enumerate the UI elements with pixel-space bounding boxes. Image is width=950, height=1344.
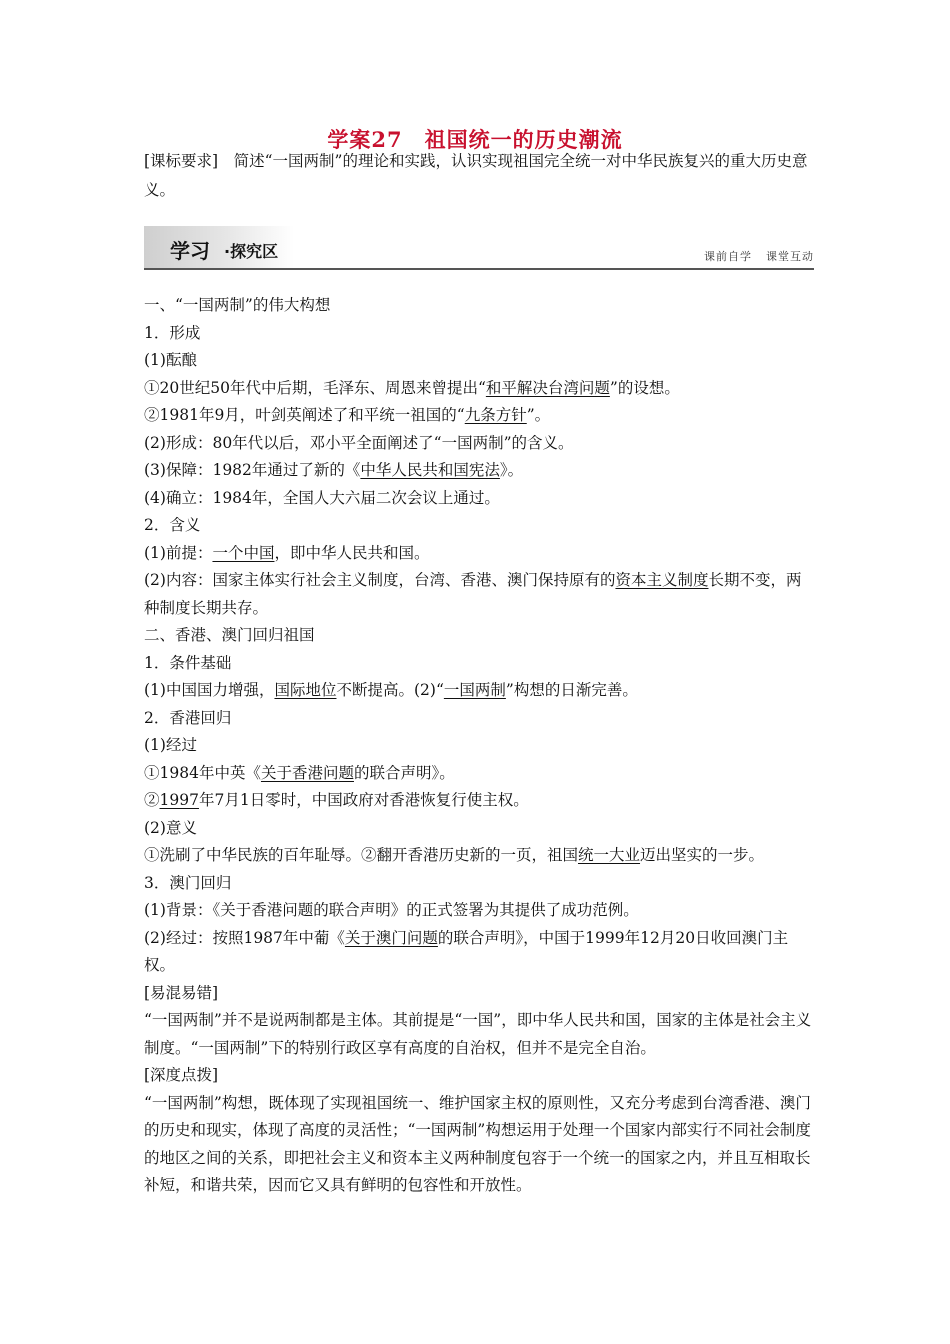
line-9: (1)经过 [144, 736, 197, 754]
requirement-text: 简述“一国两制”的理论和实践，认识实现祖国完全统一对中华民族复兴的重大历史意义。 [144, 152, 808, 199]
line-2: ②1981年9月，叶剑英阐述了和平统一祖国的“九条方针”。 [144, 406, 551, 424]
line-6: (1)前提：一个中国，即中华人民共和国。 [144, 543, 430, 562]
line-15: (2)经过：按照1987年中葡《关于澳门问题的联合声明》，中国于1999年12月20日收回澳门主权。 [144, 928, 789, 974]
underlined-term: 中华人民共和国宪法 [360, 461, 500, 479]
subheading-macau: 3．澳门回归 [144, 873, 232, 892]
content-body [144, 292, 814, 1200]
requirement-label: [课标要求] [144, 152, 219, 170]
line-4: (3)保障：1982年通过了新的《中华人民共和国宪法》。 [144, 461, 524, 479]
curriculum-requirement [144, 147, 814, 205]
banner-divider [144, 268, 814, 270]
note-heading-depth: [深度点拨] [144, 1066, 219, 1084]
line-3: (2)形成：80年代以后，邓小平全面阐述了“一国两制”的含义。 [144, 433, 574, 452]
underlined-term: 关于香港问题 [260, 763, 354, 782]
line-12: (2)意义 [144, 818, 197, 837]
underlined-term: 1997 [159, 791, 199, 809]
line-8: (1)中国国力增强，国际地位不断提高。(2)“一国两制”构想的日渐完善。 [144, 681, 638, 699]
note-heading-confusion: [易混易错] [144, 983, 219, 1002]
section-heading-2: 二、香港、澳门回归祖国 [144, 626, 315, 644]
line-5: (4)确立：1984年，全国人大六届二次会议上通过。 [144, 488, 500, 507]
banner-right-label-1: 课前自学 [704, 250, 752, 263]
banner-right-labels [690, 248, 814, 264]
underlined-term: 资本主义制度 [615, 571, 709, 589]
underlined-term: 一个中国 [212, 543, 275, 562]
line-14: (1)背景：《关于香港问题的联合声明》的正式签署为其提供了成功范例。 [144, 901, 639, 919]
line-10: ①1984年中英《关于香港问题的联合声明》。 [144, 763, 455, 782]
underlined-term: 和平解决台湾问题 [485, 378, 610, 397]
note-paragraph-confusion: “一国两制”并不是说两制都是主体。其前提是“一国”，即中华人民共和国，国家的主体是社会主义制度。“一国两制”下的特别行政区享有高度的自治权，但并不是完全自治。 [144, 1011, 812, 1057]
subheading-conditions: 1．条件基础 [144, 653, 232, 672]
line-7: (2)内容：国家主体实行社会主义制度，台湾、香港、澳门保持原有的资本主义制度长期不变，两种制度长期共存。 [144, 571, 802, 617]
item-brewing: (1)酝酿 [144, 351, 197, 369]
underlined-term: 关于澳门问题 [344, 928, 438, 947]
line-11: ②1997年7月1日零时，中国政府对香港恢复行使主权。 [144, 791, 529, 809]
section-heading-1: 一、“一国两制”的伟大构想 [144, 296, 331, 314]
subheading-hongkong: 2．香港回归 [144, 708, 232, 727]
section-banner [144, 226, 814, 270]
banner-right-label-2: 课堂互动 [766, 250, 814, 263]
note-paragraph-depth: “一国两制”构想，既体现了实现祖国统一、维护国家主权的原则性，又充分考虑到台湾香港、澳门的历史和现实，体现了高度的灵活性；“一国两制”构想运用于处理一个国家内部实行不同社会制度的地区之间的关系，即把社会主义和资本主义两种制度包容于一个统一的国家之内，并且互相取长补短，和谐共荣，因而它又具有鲜明的包容性和开放性。 [144, 1093, 811, 1194]
banner-main-label: 学习 [170, 239, 210, 263]
underlined-term: 国际地位 [274, 681, 337, 699]
page-title: 学案27 祖国统一的历史潮流 [327, 127, 623, 152]
underlined-term: 统一大业 [578, 846, 641, 864]
banner-sub-label: ·探究区 [224, 242, 279, 261]
subheading-formation: 1．形成 [144, 323, 201, 342]
line-13: ①洗刷了中华民族的百年耻辱。②翻开香港历史新的一页，祖国统一大业迈出坚实的一步。 [144, 846, 765, 864]
subheading-meaning: 2．含义 [144, 516, 201, 534]
underlined-term: 一国两制 [443, 681, 506, 699]
line-1: ①20世纪50年代中后期，毛泽东、周恩来曾提出“和平解决台湾问题”的设想。 [144, 378, 680, 397]
underlined-term: 九条方针 [464, 406, 527, 424]
